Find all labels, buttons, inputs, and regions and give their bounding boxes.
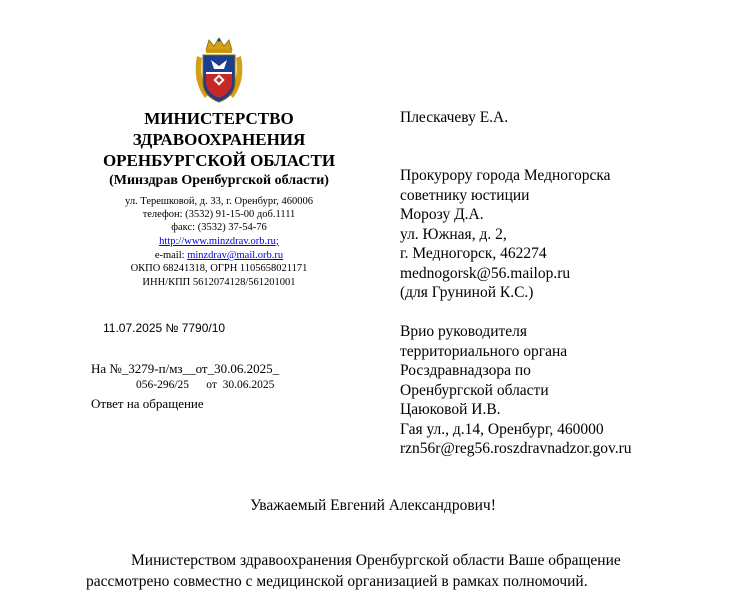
recipient-prosecutor-line-7: (для Груниной К.С.) bbox=[400, 284, 534, 301]
recipient-roszdrav-line-5: Цаюковой И.В. bbox=[400, 401, 501, 418]
recipient-prosecutor-email: mednogorsk@56.mailop.ru bbox=[400, 264, 571, 282]
sender-email-link[interactable]: minzdrav@mail.orb.ru bbox=[187, 250, 284, 261]
recipient-prosecutor-line-4: ул. Южная, д. 2, bbox=[400, 225, 507, 243]
recipient-prosecutor-line-5: г. Медногорск, 462274 bbox=[400, 245, 547, 262]
recipient-roszdrav-line-6: Гая ул., д.14, Оренбург, 460000 bbox=[400, 420, 604, 438]
sender-phone: телефон: (3532) 91-15-00 доб.1111 bbox=[142, 209, 296, 220]
ministry-title-line-2: ЗДРАВООХРАНЕНИЯ bbox=[132, 130, 306, 149]
document-subject: Ответ на обращение bbox=[91, 396, 204, 411]
reference-line-2: 056-296/25 от 30.06.2025 bbox=[136, 379, 275, 391]
sender-website-row bbox=[100, 235, 338, 249]
recipient-prosecutor-line-1: Прокурору города Медногорска bbox=[400, 167, 611, 184]
sender-email-row bbox=[100, 249, 338, 263]
sender-fax: факс: (3532) 37-54-76 bbox=[171, 222, 267, 233]
ministry-title-line-3: ОРЕНБУРГСКОЙ ОБЛАСТИ bbox=[102, 151, 336, 170]
coat-of-arms-emblem bbox=[189, 36, 249, 106]
sender-email-label: e-mail: bbox=[154, 250, 188, 261]
recipient-roszdrav-email: rzn56r@reg56.roszdravnadzor.gov.ru bbox=[400, 440, 632, 457]
ministry-short-name: (Минздрав Оренбургской области) bbox=[109, 173, 329, 188]
sender-address: ул. Терешковой, д. 33, г. Оренбург, 460006 bbox=[125, 196, 313, 207]
recipient-roszdrav-line-2: территориального органа bbox=[400, 342, 568, 360]
ministry-title-line-1: МИНИСТЕРСТВО bbox=[144, 109, 294, 128]
letter-greeting: Уважаемый Евгений Александрович! bbox=[250, 497, 496, 514]
recipient-roszdrav-line-1: Врио руководителя bbox=[400, 323, 528, 340]
document-date-number: 11.07.2025 № 7790/10 bbox=[103, 321, 226, 335]
recipient-roszdrav-line-3: Росздравнадзора по bbox=[400, 362, 531, 379]
recipient-prosecutor-line-3: Морозу Д.А. bbox=[400, 206, 484, 223]
recipient-prosecutor-line-2: советнику юстиции bbox=[400, 186, 530, 204]
recipient-roszdrav-line-4: Оренбургской области bbox=[400, 381, 549, 399]
reference-line-1: На №_3279-п/мз__от_30.06.2025_ bbox=[91, 361, 280, 376]
recipient-first: Плескачеву Е.А. bbox=[400, 109, 509, 126]
letter-paragraph-line-1: Министерством здравоохранения Оренбургской области Ваше обращение bbox=[131, 552, 621, 569]
letter-paragraph-line-2: рассмотрено совместно с медицинской организацией в рамках полномочий. bbox=[86, 573, 588, 590]
sender-website-link[interactable]: http://www.minzdrav.orb.ru; bbox=[159, 236, 279, 247]
sender-okpo: ОКПО 68241318, ОГРН 1105658021171 bbox=[130, 263, 308, 274]
sender-inn: ИНН/КПП 5612074128/561201001 bbox=[142, 277, 296, 288]
